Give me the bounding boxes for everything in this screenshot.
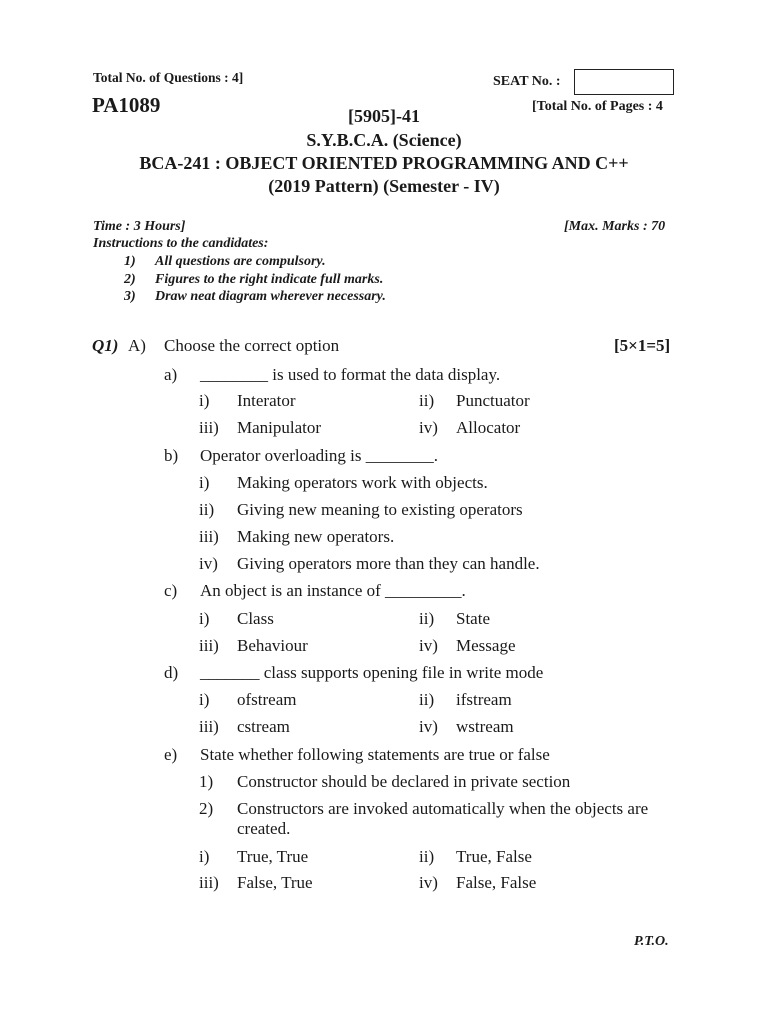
time-allowed: Time : 3 Hours] <box>93 219 186 234</box>
option-text: False, True <box>237 873 313 892</box>
option-number: iii) <box>199 717 219 736</box>
option-number: iv) <box>419 717 438 736</box>
sub-question-text: ________ is used to format the data display. <box>200 365 501 384</box>
option-number: iv) <box>199 554 218 573</box>
option-text: ofstream <box>237 690 297 709</box>
option-number: ii) <box>199 500 215 519</box>
paper-number: [5905]-41 <box>348 106 420 126</box>
option-number: i) <box>199 391 210 410</box>
please-turn-over: P.T.O. <box>634 934 669 949</box>
option-text: cstream <box>237 717 290 736</box>
statement-text: Constructors are invoked automatically when the objects are <box>237 799 649 818</box>
sub-question-letter: c) <box>164 581 178 600</box>
option-number: i) <box>199 609 210 628</box>
option-number: iii) <box>199 527 219 546</box>
option-text: Giving new meaning to existing operators <box>237 500 523 519</box>
sub-question-letter: e) <box>164 745 178 764</box>
total-questions: Total No. of Questions : 4] <box>93 70 244 85</box>
option-text: Class <box>237 609 274 628</box>
option-text: Making operators work with objects. <box>237 473 488 492</box>
instruction-text: Figures to the right indicate full marks. <box>155 272 384 287</box>
statement-number: 2) <box>199 799 214 818</box>
option-text: Making new operators. <box>237 527 395 546</box>
option-text: Manipulator <box>237 418 322 437</box>
option-text: Giving operators more than they can handle. <box>237 554 540 573</box>
option-number: i) <box>199 847 210 866</box>
option-text: True, False <box>456 847 532 866</box>
instruction-number: 3) <box>124 289 136 304</box>
sub-question-text: An object is an instance of _________. <box>200 581 466 600</box>
instruction-number: 2) <box>124 272 136 287</box>
option-text: Allocator <box>456 418 521 437</box>
seat-number-box <box>574 69 674 95</box>
option-number: iv) <box>419 418 438 437</box>
option-text: Behaviour <box>237 636 308 655</box>
option-text: wstream <box>456 717 514 736</box>
instructions-title: Instructions to the candidates: <box>93 236 269 251</box>
sub-question-text: _______ class supports opening file in write mode <box>200 663 544 682</box>
option-text: True, True <box>237 847 309 866</box>
statement-number: 1) <box>199 772 214 791</box>
option-number: iii) <box>199 873 219 892</box>
option-text: Message <box>456 636 516 655</box>
sub-question-letter: a) <box>164 365 178 384</box>
option-number: ii) <box>419 391 435 410</box>
question-heading: Choose the correct option <box>164 336 340 355</box>
seat-number-label: SEAT No. : <box>493 74 561 89</box>
sub-question-text: State whether following statements are true or false <box>200 745 550 764</box>
option-number: ii) <box>419 690 435 709</box>
statement-text-continued: created. <box>237 819 291 838</box>
option-text: False, False <box>456 873 537 892</box>
option-number: ii) <box>419 609 435 628</box>
question-part: A) <box>128 336 146 355</box>
option-number: iv) <box>419 873 438 892</box>
question-marks: [5×1=5] <box>614 336 671 355</box>
option-text: ifstream <box>456 690 512 709</box>
instruction-number: 1) <box>124 254 136 269</box>
sub-question-letter: d) <box>164 663 179 682</box>
option-text: Interator <box>237 391 296 410</box>
sub-question-text: Operator overloading is ________. <box>200 446 438 465</box>
option-number: iii) <box>199 636 219 655</box>
option-number: ii) <box>419 847 435 866</box>
option-text: State <box>456 609 490 628</box>
sub-question-letter: b) <box>164 446 179 465</box>
option-text: Punctuator <box>456 391 530 410</box>
question-label: Q1) <box>92 336 119 355</box>
option-number: i) <box>199 690 210 709</box>
option-number: iv) <box>419 636 438 655</box>
option-number: i) <box>199 473 210 492</box>
exam-pattern: (2019 Pattern) (Semester - IV) <box>268 176 500 196</box>
instruction-text: Draw neat diagram wherever necessary. <box>155 289 386 304</box>
total-pages: [Total No. of Pages : 4 <box>532 99 663 114</box>
statement-text: Constructor should be declared in private section <box>237 772 571 791</box>
paper-code: PA1089 <box>92 93 161 117</box>
subject-title: BCA-241 : OBJECT ORIENTED PROGRAMMING AND C++ <box>139 153 629 173</box>
course-name: S.Y.B.C.A. (Science) <box>306 130 462 150</box>
max-marks: [Max. Marks : 70 <box>564 219 666 234</box>
option-number: iii) <box>199 418 219 437</box>
instruction-text: All questions are compulsory. <box>155 254 326 269</box>
